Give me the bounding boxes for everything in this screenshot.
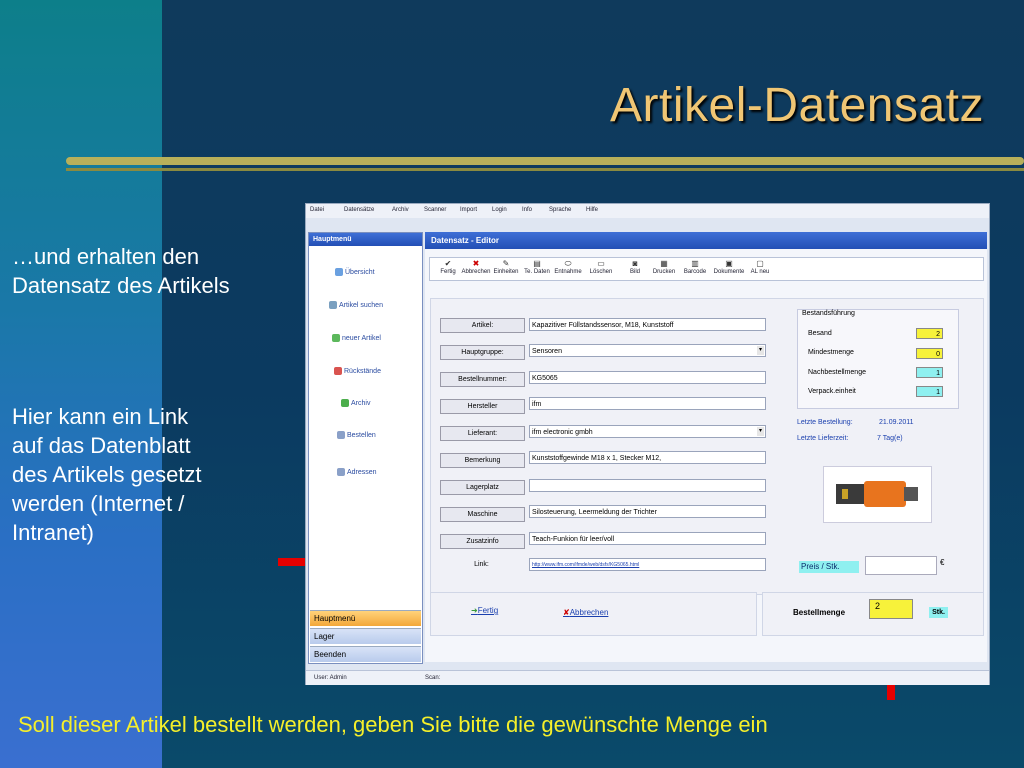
sidebar-item-search[interactable]	[329, 301, 383, 309]
stock-label: Besand	[808, 330, 832, 337]
menu-item-login[interactable]: Login	[492, 207, 507, 213]
units-icon: ✎	[502, 259, 510, 268]
sidebar-item-label: Rückstände	[344, 367, 381, 375]
price-label: Preis / Stk.	[799, 561, 859, 573]
stock-management-box	[797, 309, 959, 409]
editor-toolbar	[429, 257, 984, 281]
menu-item-scanner[interactable]: Scanner	[424, 207, 447, 213]
check-icon: ✔	[444, 259, 452, 268]
backorders-icon	[334, 367, 342, 375]
sidebar	[308, 232, 423, 664]
link-field[interactable]: http://www.ifm.com/ifmde/web/dsfs!KG5065.html	[529, 558, 766, 571]
cancel-link[interactable]	[563, 608, 608, 617]
label-link: Link:	[474, 561, 489, 568]
withdrawal-icon: ⬭	[564, 259, 572, 268]
menu-item-language[interactable]: Sprache	[549, 207, 572, 213]
sidebar-header: Hauptmenü	[309, 233, 422, 246]
slide-title: Artikel-Datensatz	[610, 79, 984, 132]
label-main-group: Hauptgruppe:	[440, 345, 525, 360]
toolbar-label: AL neu	[750, 269, 770, 275]
toolbar-button-withdrawal[interactable]	[550, 260, 586, 275]
status-scan: Scan:	[425, 675, 441, 681]
close-icon: ✖	[472, 259, 480, 268]
printer-icon: ▦	[660, 259, 668, 268]
sidebar-item-label: Archiv	[351, 399, 371, 407]
background-left-band	[0, 0, 162, 768]
label-supplier: Lieferant:	[440, 426, 525, 441]
sidebar-button-main-menu[interactable]: Hauptmenü	[310, 610, 421, 626]
toolbar-button-al-new[interactable]	[742, 260, 778, 275]
label-order-number: Bestellnummer:	[440, 372, 525, 387]
reorder-quantity-label: Nachbestellmenge	[808, 369, 866, 376]
sidebar-item-label: Artikel suchen	[339, 301, 383, 309]
camera-icon: ◙	[632, 259, 638, 268]
last-order-label: Letzte Bestellung:	[797, 419, 853, 426]
label-storage-location: Lagerplatz	[440, 480, 525, 495]
side-text-line: auf das Datenblatt	[12, 433, 191, 458]
sidebar-item-label: Bestellen	[347, 431, 376, 439]
side-text-intro	[12, 242, 230, 300]
chevron-down-icon[interactable]: ▾	[758, 428, 762, 434]
toolbar-label: Löschen	[589, 269, 613, 275]
supplier-select[interactable]	[529, 425, 766, 438]
toolbar-label: Abbrechen	[461, 269, 491, 275]
toolbar-button-delete[interactable]	[583, 260, 619, 275]
archive-icon	[341, 399, 349, 407]
done-link[interactable]	[471, 606, 498, 615]
toolbar-label: Drucken	[652, 269, 676, 275]
toolbar-button-barcode[interactable]	[677, 260, 713, 275]
delete-icon: ▭	[597, 259, 605, 268]
side-text-intro-line: Datensatz des Artikels	[12, 273, 230, 298]
done-label: Fertig	[477, 606, 499, 615]
sidebar-item-label: neuer Artikel	[342, 334, 381, 342]
menu-item-archive[interactable]: Archiv	[392, 207, 409, 213]
order-quantity-field[interactable]: 2	[869, 599, 913, 619]
last-delivery-value: 7 Tag(e)	[877, 435, 903, 442]
close-small-icon: ✘	[563, 608, 570, 617]
sidebar-item-overview[interactable]	[335, 268, 375, 276]
sidebar-item-new-article[interactable]	[332, 334, 381, 342]
side-text-intro-line: …und erhalten den	[12, 244, 200, 269]
document-icon: ▤	[533, 259, 541, 268]
toolbar-label: Einheiten	[493, 269, 519, 275]
sidebar-item-order[interactable]	[337, 431, 376, 439]
main-group-value: Sensoren	[532, 348, 562, 355]
arrow-right-small-icon: ➜	[471, 606, 478, 615]
min-quantity-field[interactable]: 0	[916, 348, 943, 359]
bottom-instruction: Soll dieser Artikel bestellt werden, geben Sie bitte die gewünschte Menge ein	[18, 712, 768, 737]
cancel-label: Abbrechen	[569, 608, 609, 617]
last-delivery-label: Letzte Lieferzeit:	[797, 435, 849, 442]
order-number-field[interactable]: KG5065	[529, 371, 766, 384]
reorder-quantity-field[interactable]: 1	[916, 367, 943, 378]
toolbar-label: Entnahme	[554, 269, 582, 275]
order-quantity-label: Bestellmenge	[793, 608, 846, 617]
sidebar-item-addresses[interactable]	[337, 468, 377, 476]
stock-title: Bestandsführung	[802, 310, 855, 317]
label-remark: Bemerkung	[440, 453, 525, 468]
main-group-select[interactable]	[529, 344, 766, 357]
order-unit: Stk.	[929, 607, 948, 618]
side-text-line: werden (Internet /	[12, 491, 185, 516]
sidebar-item-backorders[interactable]	[334, 367, 381, 375]
sidebar-button-storage[interactable]: Lager	[310, 628, 421, 644]
storage-location-field[interactable]	[529, 479, 766, 492]
addresses-icon	[337, 468, 345, 476]
application-window	[305, 203, 990, 685]
order-icon	[337, 431, 345, 439]
remark-field[interactable]: Kunststoffgewinde M18 x 1, Stecker M12,	[529, 451, 766, 464]
overview-icon	[335, 268, 343, 276]
sensor-image-icon	[824, 467, 931, 522]
editor-header: Datensatz - Editor	[425, 232, 987, 249]
article-image	[823, 466, 932, 523]
toolbar-label: Fertig	[440, 269, 456, 275]
label-machine: Maschine	[440, 507, 525, 522]
price-field[interactable]	[865, 556, 937, 575]
side-text-line: Hier kann ein Link	[12, 404, 189, 429]
documents-icon: ▣	[725, 259, 733, 268]
additional-info-field[interactable]: Teach-Funkion für leer/voll	[529, 532, 766, 545]
stock-value-field[interactable]: 2	[916, 328, 943, 339]
currency-symbol: €	[940, 558, 945, 567]
menu-item-records[interactable]: Datensätze	[344, 207, 375, 213]
toolbar-label: Dokumente	[713, 269, 745, 275]
sidebar-button-exit[interactable]: Beenden	[310, 646, 421, 662]
actions-panel	[430, 592, 757, 636]
side-text-line: Intranet)	[12, 520, 94, 545]
side-text-line: des Artikels gesetzt	[12, 462, 202, 487]
last-order-value: 21.09.2011	[879, 419, 914, 426]
search-icon	[329, 301, 337, 309]
new-icon: ▢	[756, 259, 764, 268]
min-quantity-label: Mindestmenge	[808, 349, 854, 356]
menu-item-import[interactable]: Import	[460, 207, 478, 213]
menubar	[306, 204, 989, 218]
packaging-unit-label: Verpack.einheit	[808, 388, 856, 395]
menu-item-info[interactable]: Info	[522, 207, 533, 213]
manufacturer-field[interactable]: ifm	[529, 397, 766, 410]
toolbar-label: Te. Daten	[524, 269, 550, 275]
sidebar-item-label: Übersicht	[345, 268, 375, 276]
status-bar	[306, 670, 989, 685]
supplier-value: ifm electronic gmbh	[532, 429, 593, 436]
sidebar-item-archive[interactable]	[341, 399, 370, 407]
article-form	[430, 298, 984, 595]
status-user: User: Admin	[314, 675, 347, 681]
title-underline	[66, 157, 1024, 165]
toolbar-label: Barcode	[683, 269, 707, 275]
editor-panel	[425, 232, 987, 662]
barcode-icon: ▥	[691, 259, 699, 268]
sidebar-item-label: Adressen	[347, 468, 377, 476]
packaging-unit-field[interactable]: 1	[916, 386, 943, 397]
menu-item-help[interactable]: Hilfe	[586, 207, 599, 213]
title-underline-thin	[66, 168, 1024, 171]
chevron-down-icon[interactable]: ▾	[758, 347, 762, 353]
menu-item-file[interactable]: Datei	[310, 207, 325, 213]
order-panel	[762, 592, 984, 636]
machine-field[interactable]: Silosteuerung, Leermeldung der Trichter	[529, 505, 766, 518]
article-field[interactable]: Kapazitiver Füllstandssensor, M18, Kunststoff	[529, 318, 766, 331]
new-article-icon	[332, 334, 340, 342]
toolbar-label: Bild	[629, 269, 640, 275]
label-additional-info: Zusatzinfo	[440, 534, 525, 549]
label-article: Artikel:	[440, 318, 525, 333]
side-text-link-info	[12, 402, 202, 547]
label-manufacturer: Hersteller	[440, 399, 525, 414]
